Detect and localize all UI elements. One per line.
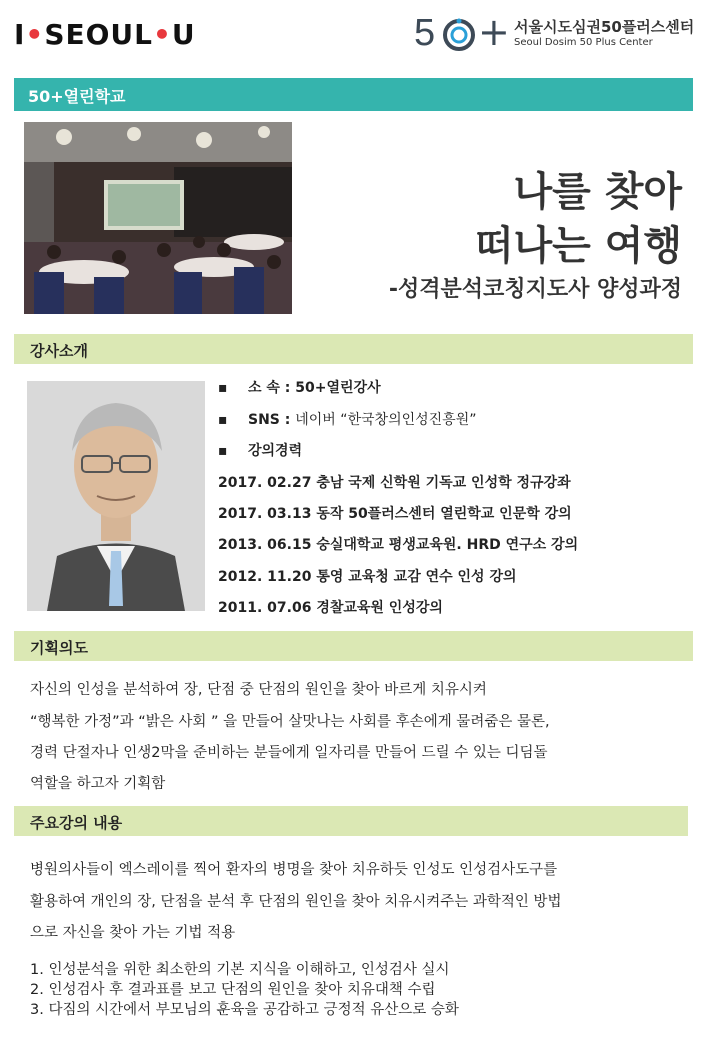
bullet-marker: ▪ — [218, 443, 228, 459]
career-item: 2017. 03.13 동작 50플러스센터 열린학교 인문학 강의 — [218, 506, 572, 522]
center-logo — [414, 12, 714, 62]
sns-label: SNS : — [248, 412, 296, 428]
bullet-marker: ▪ — [218, 380, 228, 396]
section-intent-label: 기획의도 — [30, 639, 88, 657]
career-item: 2017. 02.27 충남 국제 신학원 기독교 인성학 정규강좌 — [218, 475, 571, 491]
brand-dot: • — [25, 18, 45, 51]
seoul-brand-logo — [14, 18, 196, 51]
brand-u: U — [171, 18, 196, 51]
org-name: 서울시도심권50플러스센터 — [514, 18, 695, 36]
intent-line: “행복한 가정”과 “밝은 사회 ” 을 만들어 살맛나는 사회를 후손에게 물려줌은 물론, — [30, 714, 550, 730]
title-line-1: 나를 찾아 — [513, 169, 682, 215]
org-name-en: Seoul Dosim 50 Plus Center — [514, 37, 653, 48]
bullet-career — [218, 440, 302, 460]
intent-line: 경력 단절자나 인생2막을 준비하는 분들에게 일자리를 만들어 드릴 수 있는 디딤돌 — [30, 745, 548, 761]
content-list-item: 3. 다짐의 시간에서 부모님의 훈육을 공감하고 긍정적 유산으로 승화 — [30, 1002, 459, 1018]
title-subtitle: -성격분석코칭지도사 양성과정 — [388, 277, 682, 302]
instructor-portrait — [27, 381, 205, 611]
affiliation-label: 소 속 : — [248, 380, 296, 396]
bullet-sns — [218, 409, 476, 429]
career-item: 2011. 07.06 경찰교육원 인성강의 — [218, 600, 443, 616]
title-line-2: 떠나는 여행 — [474, 223, 682, 269]
content-line: 활용하여 개인의 장, 단점을 분석 후 단점의 원인을 찾아 치유시켜주는 과학적인 방법 — [30, 894, 562, 910]
career-label: 강의경력 — [248, 443, 303, 459]
content-list-item: 1. 인성분석을 위한 최소한의 기본 지식을 이해하고, 인성검사 실시 — [30, 962, 450, 978]
bullet-marker: ▪ — [218, 412, 228, 428]
intent-line: 자신의 인성을 분석하여 장, 단점 중 단점의 원인을 찾아 바르게 치유시켜 — [30, 682, 487, 698]
logo-ring-icon — [442, 18, 476, 52]
logo-number: 5 — [414, 12, 436, 54]
content-list-item: 2. 인성검사 후 결과표를 보고 단점의 원인을 찾아 치유대책 수립 — [30, 982, 436, 998]
section-instructor-label: 강사소개 — [30, 342, 88, 360]
affiliation-value: 50+열린강사 — [295, 380, 381, 396]
bullet-affiliation — [218, 377, 381, 397]
logo-plus: + — [478, 10, 510, 54]
brand-i: I — [14, 18, 26, 51]
section-content-label: 주요강의 내용 — [30, 814, 123, 832]
career-item: 2012. 11.20 통영 교육청 교감 연수 인성 강의 — [218, 569, 517, 585]
brand-seoul: SEOUL — [44, 18, 154, 51]
content-line: 병원의사들이 엑스레이를 찍어 환자의 병명을 찾아 치유하듯 인성도 인성검사도구를 — [30, 862, 558, 878]
lecture-hall-photo — [24, 122, 292, 314]
program-banner — [14, 78, 693, 111]
content-line: 으로 자신을 찾아 가는 기법 적용 — [30, 925, 236, 941]
career-item: 2013. 06.15 숭실대학교 평생교육원. HRD 연구소 강의 — [218, 537, 579, 553]
intent-line: 역할을 하고자 기획함 — [30, 776, 166, 792]
brand-dot: • — [153, 18, 172, 51]
program-banner-label: 50+열린학교 — [28, 87, 126, 106]
sns-value: 네이버 “한국창의인성진흥원” — [295, 412, 477, 428]
section-instructor — [14, 334, 693, 364]
section-content — [14, 806, 688, 836]
section-intent — [14, 631, 693, 661]
